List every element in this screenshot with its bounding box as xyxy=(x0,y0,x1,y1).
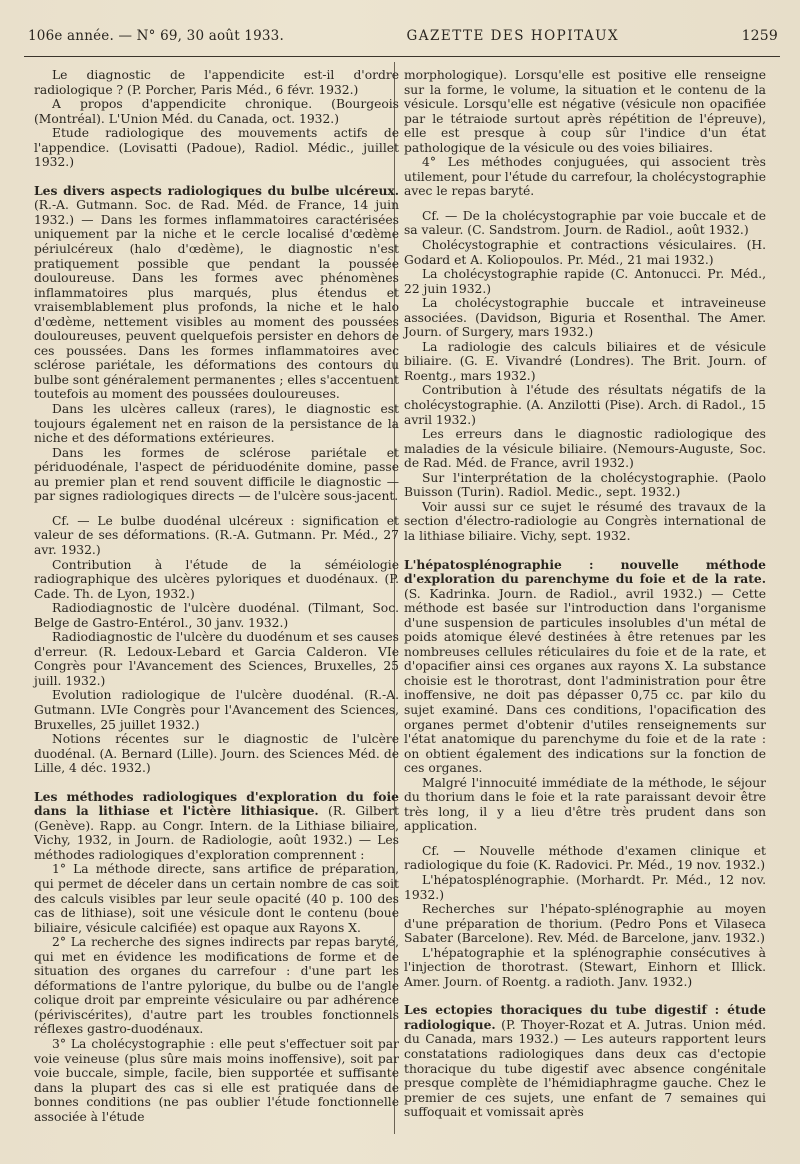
section-heading: Les divers aspects radiologiques du bulbe ulcéreux. xyxy=(34,182,399,198)
paragraph: 1° La méthode directe, sans artifice de préparation, qui permet de déceler dans un certain nombre de cas soit des calculs visibles par leur seule opacité (40 p. 100 des cas de lithiase), soit une vésicule dont le contenu (boue biliaire, vésicule calcifiée) est opaque aux Rayons X. xyxy=(34,862,399,935)
section-heading: Les ectopies thoraciques du tube digestif : étude radiologique. xyxy=(404,1002,766,1032)
section-body: (R.-A. Gutmann. Soc. de Rad. Méd. de France, 14 juin 1932.) — Dans les formes inflammatoires caractérisées uniquement par la niche et le cercle localisé d'œdème périulcéreux (halo d'œdème), le diagnostic n'est pratiquement possible que pendant la poussée douloureuse. Dans les formes avec phénomènes inflammatoires plus marqués, plus étendus et vraisemblablement plus profonds, la niche et le halo d'œdème, nettement visibles au moment des poussées douloureuses, peuvent quelquefois persister en dehors de ces poussées. Dans les formes inflammatoires avec sclérose pariétale, les déformations des contours du bulbe sont généralement permanentes ; elles s'accentuent toutefois au moment des poussées douloureuses. xyxy=(34,198,399,402)
paragraph: morphologique). Lorsqu'elle est positive elle renseigne sur la forme, le volume, la situation et le contenu de la vésicule. Lorsqu'elle est négative (vésicule non opacifiée par le tétraiode surtout après répétition de l'épreuve), elle est presque à coup sûr l'indice d'un état pathologique de la vésicule ou des voies biliaires. xyxy=(404,68,766,155)
paragraph: Les erreurs dans le diagnostic radiologique des maladies de la vésicule biliaire. (Nemours-Auguste, Soc. de Rad. Méd. de France, avril 1932.) xyxy=(404,427,766,471)
paragraph: Malgré l'innocuité immédiate de la méthode, le séjour du thorium dans le foie et la rate paraissant devoir être très long, il y a lieu d'être très prudent dans son application. xyxy=(404,775,766,834)
section-body: (P. Thoyer-Rozat et A. Jutras. Union méd. du Canada, mars 1932.) — Les auteurs rapportent leurs constatations radiologiques dans deux cas d'ectopie thoracique du tube digestif avec absence congénitale presque complète de l'hémidiaphragme gauche. Chez le premier de ces sujets, une enfant de 7 semaines qui suffoquait et vomissait après xyxy=(404,1017,766,1120)
paragraph: 4° Les méthodes conjuguées, qui associent très utilement, pour l'étude du carrefour, la cholécystographie avec le repas baryté. xyxy=(404,155,766,199)
paragraph: Recherches sur l'hépato-splénographie au moyen d'une préparation de thorium. (Pedro Pons et Vilaseca Sabater (Barcelone). Rev. Méd. de Barcelone, janv. 1932.) xyxy=(404,902,766,946)
paragraph: Radiodiagnostic de l'ulcère du duodénum et ses causes d'erreur. (R. Ledoux-Lebard et Garcia Calderon. VIe Congrès pour l'Avancement des Sciences, Bruxelles, 25 juill. 1932.) xyxy=(34,630,399,688)
paragraph: La cholécystographie rapide (C. Antonucci. Pr. Méd., 22 juin 1932.) xyxy=(404,267,766,296)
paragraph: A propos d'appendicite chronique. (Bourgeois (Montréal). L'Union Méd. du Canada, oct. 1932.) xyxy=(34,97,399,126)
paragraph: Voir aussi sur ce sujet le résumé des travaux de la section d'électro-radiologie au Congrès international de la lithiase biliaire. Vichy, sept. 1932. xyxy=(404,499,766,543)
paragraph: Cf. — Le bulbe duodénal ulcéreux : signification et valeur de ses déformations. (R.-A. Gutmann. Pr. Méd., 27 avr. 1932.) xyxy=(34,513,399,557)
paragraph: Contribution à l'étude des résultats négatifs de la cholécystographie. (A. Anzilotti (Pise). Arch. di Radol., 15 avril 1932.) xyxy=(404,383,766,427)
paragraph: L'hépatographie et la splénographie consécutives à l'injection de thorotrast. (Stewart, Einhorn et Illick. Amer. Journ. of Roentg. a radioth. Janv. 1932.) xyxy=(404,945,766,989)
paragraph: Etude radiologique des mouvements actifs de l'appendice. (Lovisatti (Padoue), Radiol. Médic., juillet 1932.) xyxy=(34,126,399,170)
paragraph: 2° La recherche des signes indirects par repas baryté, qui met en évidence les modifications de forme et de situation des organes du carrefour : d'une part les déformations de l'antre pylorique, du bulbe ou de l'angle colique droit par empreinte vésiculaire ou par adhérence (périviscérites), d'autre part les troubles fonctionnels réflexes gastro-duodénaux. xyxy=(34,935,399,1037)
section-paragraph xyxy=(34,184,399,402)
running-header xyxy=(28,28,778,52)
issue-info: 106e année. — N° 69, 30 août 1933. xyxy=(28,28,284,44)
section-paragraph xyxy=(404,558,766,776)
paragraph: 3° La cholécystographie : elle peut s'effectuer soit par voie veineuse (plus sûre mais moins inoffensive), soit par voie buccale, simple, facile, bien supportée et suffisante dans la plupart des cas si elle est pratiquée dans de bonnes conditions (ne pas oublier l'étude fonctionnelle associée à l'étude xyxy=(34,1037,399,1124)
right-column xyxy=(404,68,766,1120)
paragraph: Cf. — Nouvelle méthode d'examen clinique et radiologique du foie (K. Radovici. Pr. Méd., 19 nov. 1932.) xyxy=(404,843,766,873)
paragraph: Cf. — De la cholécystographie par voie buccale et de sa valeur. (C. Sandstrom. Journ. de Radiol., août 1932.) xyxy=(404,208,766,238)
section-body: (S. Kadrinka. Journ. de Radiol., avril 1932.) — Cette méthode est basée sur l'introduction dans l'organisme d'une suspension de particules insolubles d'un métal de poids atomique élevé destinées à être retenues par les nombreuses cellules réticulaires du foie et de la rate, et d'opacifier ainsi ces organes aux rayons X. La substance choisie est le thorotrast, dont l'administration pour être inoffensive, ne doit pas dépasser 0,75 cc. par kilo du sujet examiné. Dans ces conditions, l'opacification des organes permet d'obtenir d'utiles renseignements sur l'état anatomique du parenchyme du foie et de la rate : on obtient également des indications sur la fonction de ces organes. xyxy=(404,586,766,776)
paragraph: Notions récentes sur le diagnostic de l'ulcère duodénal. (A. Bernard (Lille). Journ. des Sciences Méd. de Lille, 4 déc. 1932.) xyxy=(34,732,399,776)
paragraph: La radiologie des calculs biliaires et de vésicule biliaire. (G. E. Vivandré (Londres). The Brit. Journ. of Roentg., mars 1932.) xyxy=(404,339,766,383)
section-body: (R. Gilbert (Genève). Rapp. au Congr. Intern. de la Lithiase biliaire, Vichy, 1932, in Journ. de Radiologie, août 1932.) — Les méthodes radiologiques d'exploration comprennent : xyxy=(34,804,399,862)
paragraph: Dans les ulcères calleux (rares), le diagnostic est toujours également net en raison de la persistance de la niche et des déformations extérieures. xyxy=(34,402,399,446)
section-heading: Les méthodes radiologiques d'exploration du foie dans la lithiase et l'ictère lithiasique. xyxy=(34,788,399,819)
paragraph: Dans les formes de sclérose pariétale et périduodénale, l'aspect de périduodénite domine, passe au premier plan et rend souvent difficile le diagnostic — par signes radiologiques directs — de l'ulcère sous-jacent. xyxy=(34,445,399,504)
section-paragraph xyxy=(404,1003,766,1119)
paragraph: Sur l'interprétation de la cholécystographie. (Paolo Buisson (Turin). Radiol. Medic., sept. 1932.) xyxy=(404,470,766,500)
header-rule xyxy=(24,56,780,57)
paragraph: Le diagnostic de l'appendicite est-il d'ordre radiologique ? (P. Porcher, Paris Méd., 6 févr. 1932.) xyxy=(34,68,399,97)
paragraph: Cholécystographie et contractions vésiculaires. (H. Godard et A. Koliopoulos. Pr. Méd., 21 mai 1932.) xyxy=(404,238,766,267)
paragraph: L'hépatosplénographie. (Morhardt. Pr. Méd., 12 nov. 1932.) xyxy=(404,872,766,902)
paragraph: Radiodiagnostic de l'ulcère duodénal. (Tilmant, Soc. Belge de Gastro-Entérol., 30 janv. 1932.) xyxy=(34,601,399,630)
paragraph: La cholécystographie buccale et intraveineuse associées. (Davidson, Biguria et Rosenthal. The Amer. Journ. of Surgery, mars 1932.) xyxy=(404,296,766,340)
section-heading: L'hépatosplénographie : nouvelle méthode d'exploration du parenchyme du foie et de la rate. xyxy=(404,556,766,587)
section-paragraph xyxy=(34,790,399,863)
paragraph: Evolution radiologique de l'ulcère duodénal. (R.-A. Gutmann. LVIe Congrès pour l'Avancement des Sciences, Bruxelles, 25 juillet 1932.) xyxy=(34,688,399,732)
left-column xyxy=(34,68,399,1124)
journal-title: GAZETTE DES HOPITAUX xyxy=(406,28,620,44)
paragraph: Contribution à l'étude de la séméiologie radiographique des ulcères pyloriques et duodénaux. (P. Cade. Th. de Lyon, 1932.) xyxy=(34,557,399,601)
page-number: 1259 xyxy=(741,28,778,44)
